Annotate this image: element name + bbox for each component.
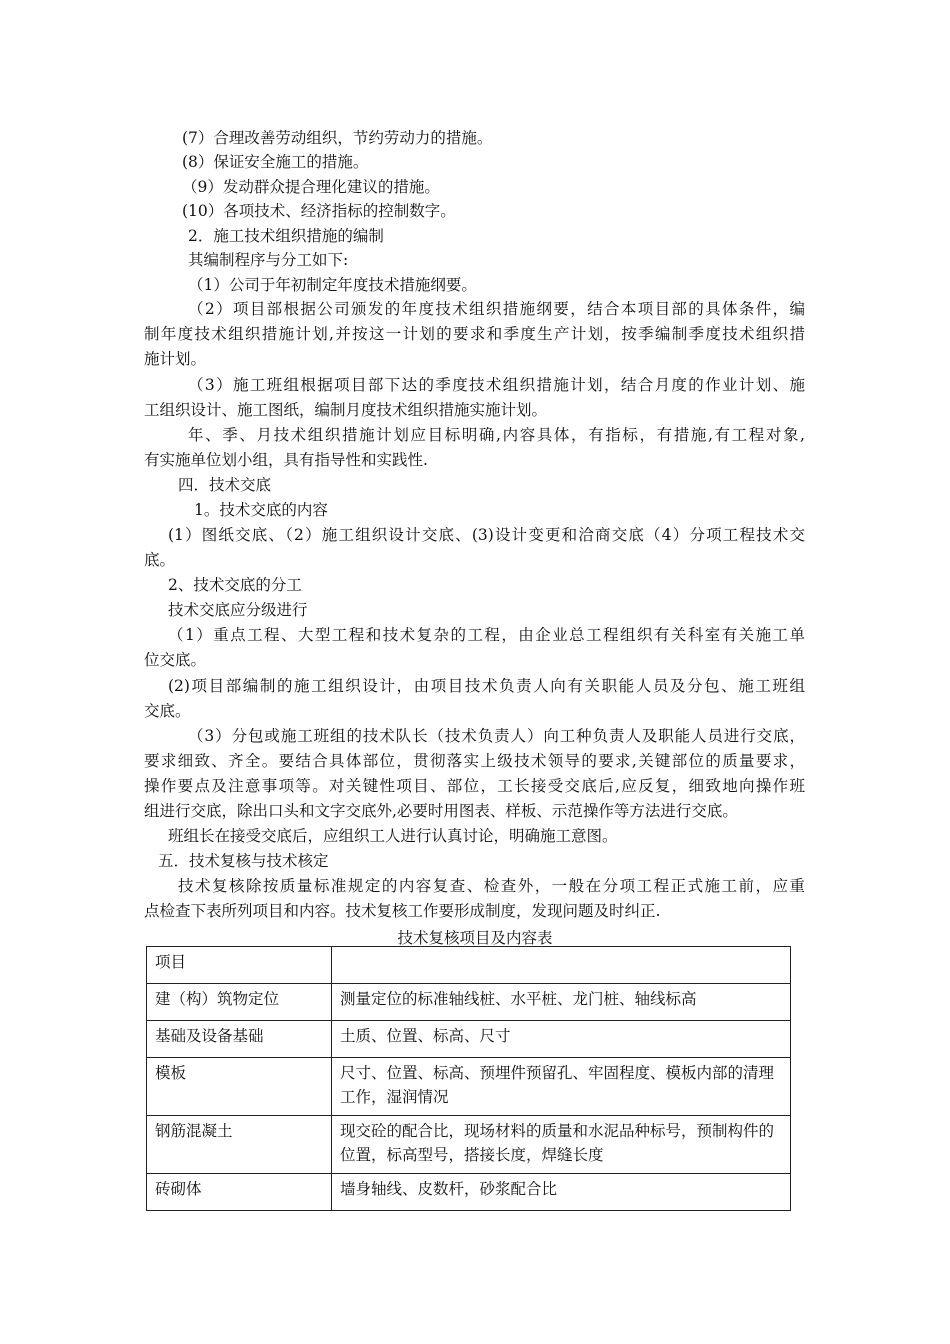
section-heading: 五．技术复核与技术核定 [158, 852, 329, 870]
paragraph-line: 操作要点及注意事项等。对关键性项目、部位，工长接受交底后,应反复，细致地向操作班 [144, 777, 805, 795]
paragraph-line: 年、季、月技术组织措施计划应目标明确,内容具体，有指标，有措施,有工程对象, [188, 426, 805, 444]
paragraph-line: 制年度技术组织措施计划,并按这一计划的要求和季度生产计划，按季编制季度技术组织措 [144, 325, 805, 343]
paragraph-line: 工组织设计、施工图纸，编制月度技术组织措施实施计划。 [144, 401, 548, 419]
table-row [147, 984, 791, 1021]
table-cell-item: 基础及设备基础 [147, 1021, 332, 1058]
paragraph-line: 施计划。 [144, 350, 207, 368]
table-cell-content: 土质、位置、标高、尺寸 [332, 1021, 791, 1058]
table-cell-content [332, 947, 791, 984]
section-heading: 2．施工技术组织措施的编制 [188, 227, 384, 245]
table-caption: 技术复核项目及内容表 [397, 929, 553, 947]
table-cell-item: 钢筋混凝土 [147, 1116, 332, 1174]
tech-review-table [146, 946, 791, 1211]
table-cell-item: 建（构）筑物定位 [147, 984, 332, 1021]
table-row [147, 1021, 791, 1058]
paragraph-line: 点检查下表所列项目和内容。技术复核工作要形成制度，发现问题及时纠正. [144, 902, 661, 920]
paragraph-line: 有实施单位划小组，具有指导性和实践性. [144, 451, 428, 469]
paragraph-line: （2）项目部根据公司颁发的年度技术组织措施纲要，结合本项目部的具体条件，编 [188, 300, 805, 318]
paragraph-line: 班组长在接受交底后，应组织工人进行认真讨论，明确施工意图。 [168, 827, 618, 845]
subsection-heading: 1。技术交底的内容 [194, 501, 328, 519]
paragraph-line: 位交底。 [144, 651, 207, 669]
list-item-10: (10）各项技术、经济指标的控制数字。 [182, 202, 456, 220]
list-item-7: (7）合理改善劳动组织，节约劳动力的措施。 [182, 129, 493, 147]
table-row [147, 1116, 791, 1174]
paragraph-line: （1）重点工程、大型工程和技术复杂的工程，由企业总工程组织有关科室有关施工单 [168, 626, 805, 644]
paragraph-line: (1）图纸交底、（2）施工组织设计交底、(3)设计变更和洽商交底（4）分项工程技术交 [168, 526, 805, 544]
table-cell-content: 尺寸、位置、标高、预埋件预留孔、牢固程度、模板内部的清理工作，湿润情况 [332, 1058, 791, 1116]
paragraph-line: 组进行交底，除出口头和文字交底外,必要时用图表、样板、示范操作等方法进行交底。 [144, 802, 738, 820]
paragraph-line: 交底。 [144, 702, 191, 720]
paragraph-line: 其编制程序与分工如下: [188, 251, 349, 269]
table-cell-item: 砖砌体 [147, 1174, 332, 1211]
table-cell-item: 项目 [147, 947, 332, 984]
list-item-8: (8）保证安全施工的措施。 [182, 153, 369, 171]
paragraph-line: 底。 [144, 551, 176, 569]
paragraph-line: （3）分包或施工班组的技术队长（技术负责人）向工种负责人及职能人员进行交底， [188, 727, 805, 745]
paragraph-line: 技术交底应分级进行 [168, 601, 308, 619]
table-cell-content: 现交砼的配合比，现场材料的质量和水泥品种标号，预制构件的位置，标高型号，搭接长度，焊缝长度 [332, 1116, 791, 1174]
paragraph-line: 要求细致、齐全。要结合具体部位，贯彻落实上级技术领导的要求,关键部位的质量要求， [144, 752, 805, 770]
table-cell-item: 模板 [147, 1058, 332, 1116]
list-item-9: （9）发动群众提合理化建议的措施。 [182, 178, 440, 196]
table-row [147, 1174, 791, 1211]
subsection-heading: 2、技术交底的分工 [168, 576, 302, 594]
paragraph-line: （1）公司于年初制定年度技术措施纲要。 [188, 276, 477, 294]
paragraph-line: (2)项目部编制的施工组织设计，由项目技术负责人向有关职能人员及分包、施工班组 [168, 677, 805, 695]
table-cell-content: 墙身轴线、皮数杆，砂浆配合比 [332, 1174, 791, 1211]
table-header-row [147, 947, 791, 984]
table-cell-content: 测量定位的标准轴线桩、水平桩、龙门桩、轴线标高 [332, 984, 791, 1021]
table-row [147, 1058, 791, 1116]
paragraph-line: （3）施工班组根据项目部下达的季度技术组织措施计划，结合月度的作业计划、施 [188, 376, 805, 394]
section-heading: 四．技术交底 [178, 476, 272, 494]
paragraph-line: 技术复核除按质量标准规定的内容复查、检查外，一般在分项工程正式施工前，应重 [178, 877, 805, 895]
